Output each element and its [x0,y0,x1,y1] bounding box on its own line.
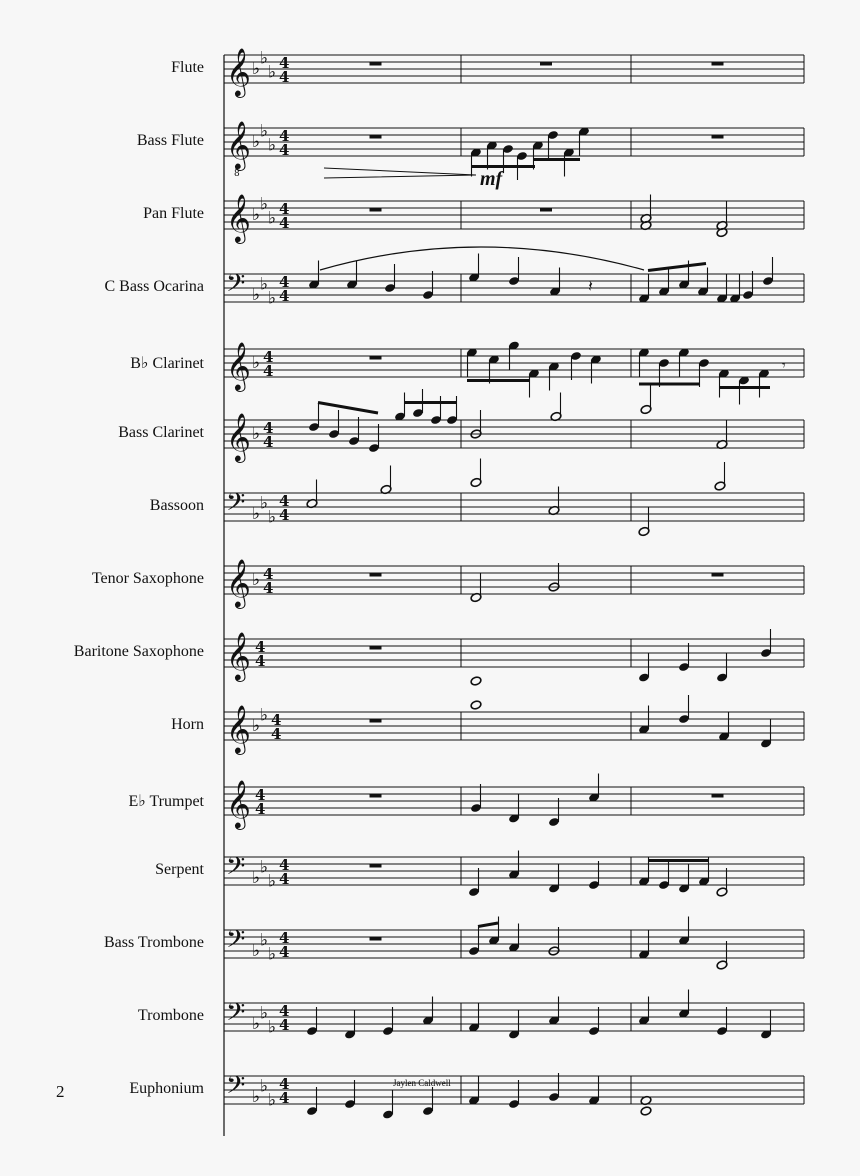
instrument-label: Euphonium [129,1080,204,1097]
key-flat: ♭ [268,62,277,83]
key-flat: ♭ [268,944,277,965]
time-sig-top: 4 [255,786,266,804]
treble-clef: 𝄞 [226,412,251,461]
key-flat: ♭ [260,194,269,215]
key-flat: ♭ [268,507,277,528]
key-flat: ♭ [252,59,261,79]
bass-clef: 𝄢 [226,269,246,304]
whole-rest [370,794,382,798]
key-flat: ♭ [260,930,269,951]
whole-rest [712,135,724,139]
key-flat: ♭ [268,871,277,892]
instrument-label: Tenor Saxophone [91,570,204,587]
key-flat: ♭ [252,868,261,888]
note-head [640,1106,652,1116]
key-flat: ♭ [252,504,261,524]
whole-rest [712,573,724,577]
beam [318,403,378,414]
time-sig-top: 4 [279,1075,290,1093]
time-sig-bottom: 4 [279,1089,290,1107]
instrument-label: Baritone Saxophone [73,643,204,660]
instrument-label: Trombone [137,1007,204,1024]
key-flat: ♭ [252,570,261,590]
key-flat: ♭ [260,1076,269,1097]
time-sig-top: 4 [263,348,274,366]
key-flat: ♭ [252,424,261,444]
time-sig-bottom: 4 [271,725,282,743]
time-sig-bottom: 4 [279,68,290,86]
treble-clef: 𝄞 [226,47,251,96]
whole-rest [370,719,382,723]
key-flat: ♭ [252,205,261,225]
key-flat: ♭ [260,274,269,295]
time-sig-bottom: 4 [263,433,274,451]
time-sig-bottom: 4 [279,1016,290,1034]
instrument-label: Flute [171,59,204,76]
composer-credit: Jaylen Caldwell [393,1078,451,1088]
treble-clef: 𝄞 [226,779,251,828]
whole-rest [370,135,382,139]
time-sig-bottom: 4 [279,506,290,524]
key-flat: ♭ [268,1090,277,1111]
quarter-rest: 𝄽 [588,276,593,296]
time-sig-bottom: 4 [279,870,290,888]
time-sig-top: 4 [279,54,290,72]
time-sig-bottom: 4 [255,800,266,818]
time-sig-bottom: 4 [279,214,290,232]
key-flat: ♭ [268,288,277,309]
time-sig-bottom: 4 [279,287,290,305]
key-flat: ♭ [260,48,269,69]
time-sig-bottom: 4 [263,579,274,597]
note-head [470,676,482,686]
instrument-label: B♭ Clarinet [130,355,204,372]
time-sig-top: 4 [279,1002,290,1020]
time-sig-bottom: 4 [279,943,290,961]
treble-clef: 𝄞 [226,193,251,242]
whole-rest [370,937,382,941]
time-sig-bottom: 4 [279,141,290,159]
key-flat: ♭ [268,1017,277,1038]
treble-clef: 𝄞 [226,704,251,753]
whole-rest [370,646,382,650]
whole-rest [540,62,552,66]
time-sig-top: 4 [279,273,290,291]
instrument-label: E♭ Trumpet [128,793,204,810]
instrument-label: Bassoon [149,497,204,514]
whole-rest [370,208,382,212]
key-flat: ♭ [260,857,269,878]
time-sig-top: 4 [255,638,266,656]
key-flat: ♭ [260,705,269,726]
page-number: 2 [56,1082,65,1101]
time-sig-top: 4 [263,419,274,437]
whole-rest [370,62,382,66]
whole-rest [540,208,552,212]
slur [320,247,644,270]
whole-rest [370,573,382,577]
whole-rest [370,356,382,360]
key-flat: ♭ [260,1003,269,1024]
treble-clef: 𝄞 [226,120,251,169]
key-flat: ♭ [252,1087,261,1107]
time-sig-top: 4 [279,929,290,947]
octave-mark: 8 [234,169,240,179]
time-sig-top: 4 [279,200,290,218]
treble-clef: 𝄞 [226,558,251,607]
bass-clef: 𝄢 [226,1071,246,1106]
time-sig-bottom: 4 [255,652,266,670]
beam [648,264,706,271]
note-head [470,700,482,710]
time-sig-top: 4 [279,856,290,874]
treble-clef: 𝄞 [226,341,251,390]
instrument-label: Bass Trombone [103,934,204,951]
key-flat: ♭ [252,285,261,305]
time-sig-top: 4 [279,492,290,510]
time-sig-top: 4 [271,711,282,729]
bass-clef: 𝄢 [226,488,246,523]
key-flat: ♭ [252,132,261,152]
instrument-label: Pan Flute [143,205,204,222]
time-sig-bottom: 4 [263,362,274,380]
instrument-label: Bass Flute [136,132,204,149]
time-sig-top: 4 [263,565,274,583]
whole-rest [712,794,724,798]
whole-rest [712,62,724,66]
bass-clef: 𝄢 [226,998,246,1033]
crescendo-hairpin [324,168,476,178]
beam [478,923,498,927]
eighth-rest: 𝄾 [782,358,786,374]
instrument-label: Horn [171,716,204,733]
whole-rest [370,864,382,868]
dynamic-marking: mf [480,168,503,190]
key-flat: ♭ [252,941,261,961]
instrument-label: Bass Clarinet [118,424,204,441]
key-flat: ♭ [268,135,277,156]
key-flat: ♭ [260,121,269,142]
time-sig-top: 4 [279,127,290,145]
key-flat: ♭ [252,353,261,373]
treble-clef: 𝄞 [226,631,251,680]
key-flat: ♭ [252,1014,261,1034]
instrument-label: C Bass Ocarina [104,278,204,295]
key-flat: ♭ [268,208,277,229]
key-flat: ♭ [260,493,269,514]
instrument-label: Serpent [155,861,204,878]
bass-clef: 𝄢 [226,852,246,887]
bass-clef: 𝄢 [226,925,246,960]
key-flat: ♭ [252,716,261,736]
